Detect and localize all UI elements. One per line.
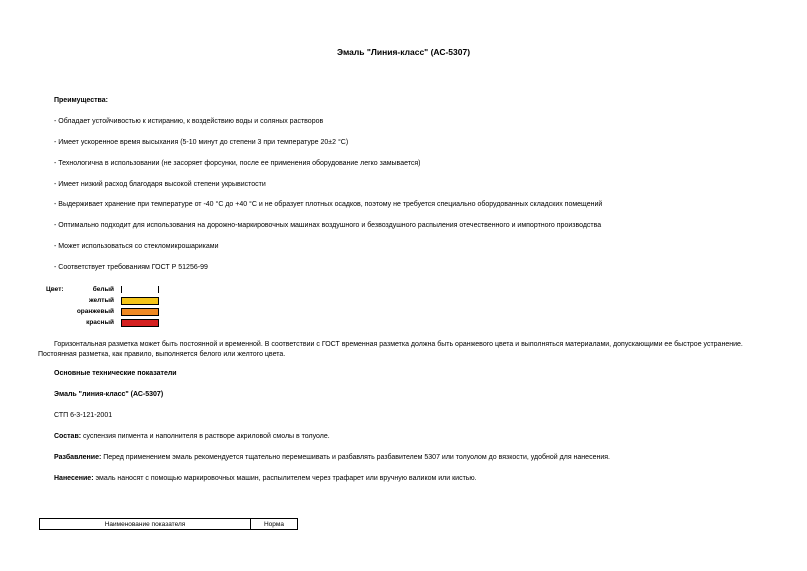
specs-table bbox=[39, 518, 298, 530]
application-label: Нанесение: bbox=[54, 475, 94, 482]
color-name: оранжевый bbox=[76, 308, 114, 315]
advantage-item: - Выдерживает хранение при температуре от -40 °С до +40 °С и не образует плотных осадков, поэтому не требуется специально оборудованных складских помещений bbox=[54, 201, 603, 208]
dilution-line bbox=[54, 454, 610, 461]
color-swatch-orange bbox=[121, 308, 159, 316]
document-title: Эмаль "Линия-класс" (АС-5307) bbox=[336, 47, 471, 57]
color-label: Цвет: bbox=[46, 286, 64, 293]
table-header-norm: Норма bbox=[251, 519, 298, 530]
advantage-item: - Оптимально подходит для использования на дорожно-маркировочных машинах воздушного и безвоздушного распыления отечественного и импортного производства bbox=[54, 222, 602, 229]
marking-paragraph bbox=[38, 340, 773, 360]
color-row-white bbox=[44, 285, 164, 294]
color-swatch-yellow bbox=[121, 297, 159, 305]
dilution-label: Разбавление: bbox=[54, 454, 102, 461]
specs-heading: Основные технические показатели bbox=[54, 370, 177, 377]
composition-line bbox=[54, 433, 330, 440]
table-header-indicator: Наименование показателя bbox=[40, 519, 251, 530]
color-row-orange bbox=[44, 307, 164, 316]
marking-text: Горизонтальная разметка может быть постоянной и временной. В соответствии с ГОСТ временная разметка должна быть оранжевого цвета и выполняться материалами, допускающими ее быстрое устранение. Постоянная разметка, как правило, выполняется белого или желтого цвета. bbox=[38, 341, 743, 358]
application-text: эмаль наносят с помощью маркировочных машин, распылителем через трафарет или вручную валиком или кистью. bbox=[93, 475, 477, 482]
dilution-text: Перед применением эмаль рекомендуется тщательно перемешивать и разбавлять разбавителем 5307 или толуолом до вязкости, удобной для нанесения. bbox=[101, 454, 610, 461]
advantage-item: - Имеет низкий расход благодаря высокой степени укрывистости bbox=[54, 181, 266, 188]
advantage-item: - Может использоваться со стекломикрошариками bbox=[54, 243, 219, 250]
advantage-item: - Имеет ускоренное время высыхания (5-10 минут до степени 3 при температуре 20±2 °С) bbox=[54, 139, 349, 146]
composition-text: суспензия пигмента и наполнителя в растворе акриловой смолы в толуоле. bbox=[81, 433, 330, 440]
color-name: желтый bbox=[89, 297, 114, 304]
advantage-item: - Соответствует требованиям ГОСТ Р 51256-99 bbox=[54, 264, 208, 271]
color-swatch-red bbox=[121, 319, 159, 327]
advantages-heading: Преимущества: bbox=[54, 97, 108, 104]
color-swatch-white bbox=[121, 286, 159, 293]
application-line bbox=[54, 475, 477, 482]
composition-label: Состав: bbox=[54, 433, 82, 440]
table-header-row bbox=[40, 519, 298, 530]
color-name: красный bbox=[86, 319, 114, 326]
advantage-item: - Обладает устойчивостью к истиранию, к воздействию воды и соляных растворов bbox=[54, 118, 324, 125]
product-name: Эмаль "линия-класс" (АС-5307) bbox=[54, 391, 164, 398]
color-name: белый bbox=[92, 286, 114, 293]
advantage-item: - Технологична в использовании (не засоряет форсунки, после ее применения оборудование легко замывается) bbox=[54, 160, 421, 167]
color-row-red bbox=[44, 318, 164, 327]
standard-code: СТП 6-3-121-2001 bbox=[54, 412, 113, 419]
color-row-yellow bbox=[44, 296, 164, 305]
